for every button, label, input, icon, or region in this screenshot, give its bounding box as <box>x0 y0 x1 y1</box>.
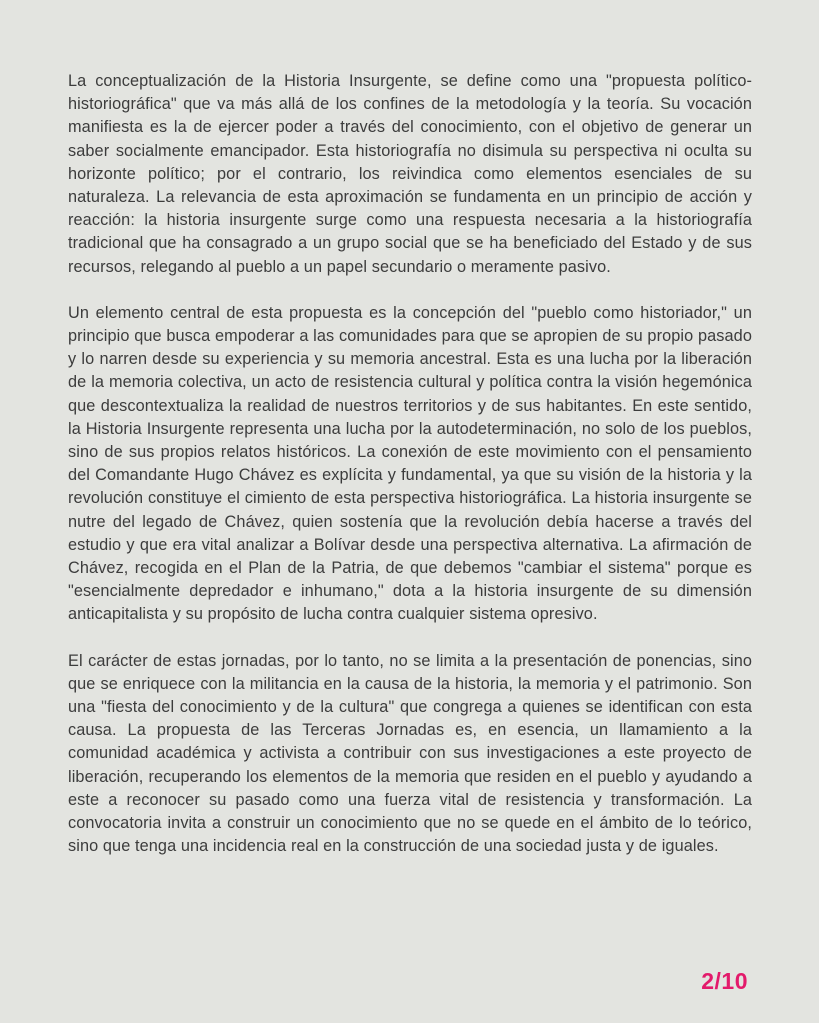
page-footer <box>701 968 748 995</box>
paragraph-2: Un elemento central de esta propuesta es la concepción del "pueblo como historiador," un principio que busca empoderar a las comunidades para que se apropien de su propio pasado y lo narren desde su experiencia y su memoria ancestral. Esta es una lucha por la liberación de la memoria colectiva, un acto de resistencia cultural y política contra la visión hegemónica que descontextualiza la realidad de nuestros territorios y de sus habitantes. En este sentido, la Historia Insurgente representa una lucha por la autodeterminación, no solo de los pueblos, sino de sus propios relatos históricos. La conexión de este movimiento con el pensamiento del Comandante Hugo Chávez es explícita y fundamental, ya que su visión de la historia y la revolución constituye el cimiento de esta perspectiva historiográfica. La historia insurgente se nutre del legado de Chávez, quien sostenía que la revolución debía hacerse a través del estudio y que era vital analizar a Bolívar desde una perspectiva alternativa. La afirmación de Chávez, recogida en el Plan de la Patria, de que debemos "cambiar el sistema" porque es "esencialmente depredador e inhumano," dota a la historia insurgente de su dimensión anticapitalista y su propósito de lucha contra cualquier sistema opresivo. <box>68 303 752 624</box>
paragraph-3: El carácter de estas jornadas, por lo tanto, no se limita a la presentación de ponencias, sino que se enriquece con la militancia en la causa de la historia, la memoria y el patrimonio. Son una "fiesta del conocimiento y de la cultura" que congrega a quienes se identifican con esta causa. La propuesta de las Terceras Jornadas es, en esencia, un llamamiento a la comunidad académica y activista a contribuir con sus investigaciones a este proyecto de liberación, recuperando los elementos de la memoria que residen en el pueblo y ayudando a este a reconocer su pasado como una fuerza vital de resistencia y transformación. La convocatoria invita a construir un conocimiento que no se quede en el ámbito de lo teórico, sino que tenga una incidencia real en la construcción de una sociedad justa y de iguales. <box>68 651 752 856</box>
paragraph-1: La conceptualización de la Historia Insurgente, se define como una "propuesta político-historiográfica" que va más allá de los confines de la metodología y la teoría. Su vocación manifiesta es la de ejercer poder a través del conocimiento, con el objetivo de generar un saber socialmente emancipador. Esta historiografía no disimula su perspectiva ni oculta su horizonte político; por el contrario, los reivindica como elementos esenciales de su naturaleza. La relevancia de esta aproximación se fundamenta en un principio de acción y reacción: la historia insurgente surge como una respuesta necesaria a la historiografía tradicional que ha consagrado a un grupo social que se ha beneficiado del Estado y de sus recursos, relegando al pueblo a un papel secundario o meramente pasivo. <box>68 72 752 276</box>
page-number: 2/10 <box>701 968 748 994</box>
document-body <box>68 70 752 859</box>
